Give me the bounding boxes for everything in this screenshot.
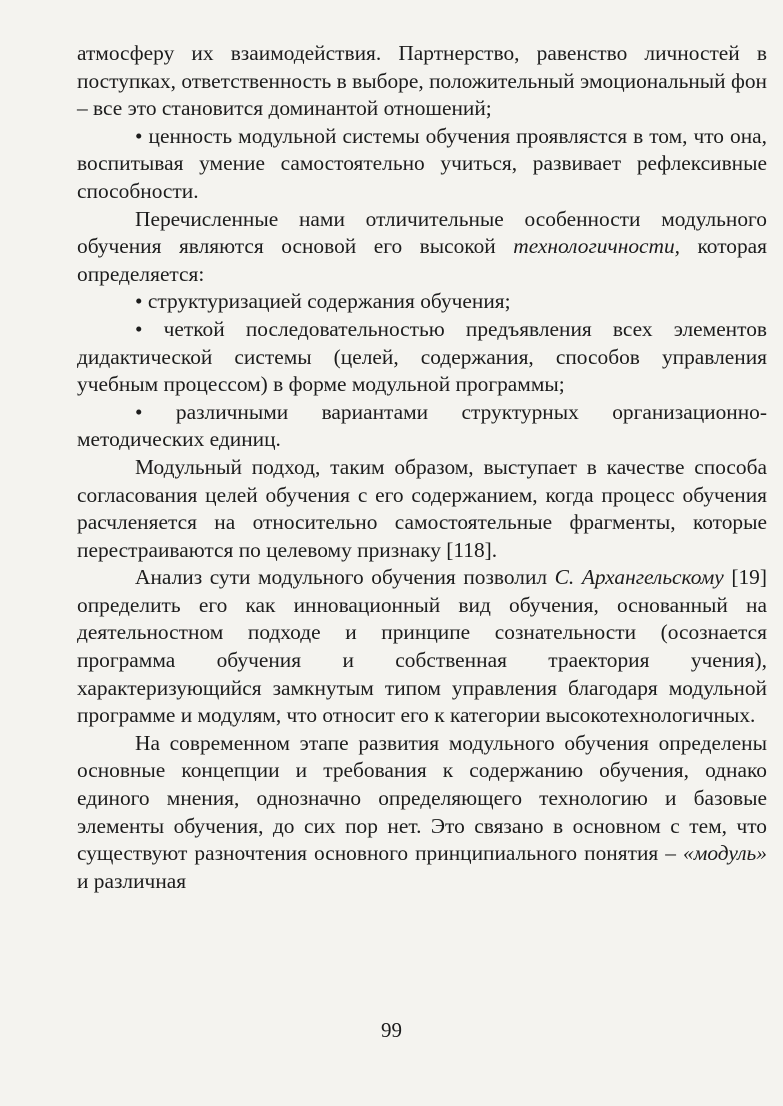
paragraph-current-stage-italic: «модуль»	[683, 841, 767, 866]
bullet-reflexive-abilities-text: • ценность модульной системы обучения проявлястся в том, что она, воспитывая умение самостоятельно учиться, развивает рефлексивные способности.	[77, 123, 767, 203]
page-number: 99	[381, 1018, 402, 1042]
paragraph-technologicality-before: Перечисленные нами отличительные особенности модульного обучения являются основой его высокой	[77, 206, 767, 259]
bullet-structuring-text: • структуризацией содержания обучения;	[135, 289, 511, 314]
paragraph-modular-approach-text: Модульный подход, таким образом, выступает в качестве способа согласования целей обучения с его содержанием, когда процесс обучения расчленяется на относительно самостоятельные фрагменты, которые перестраиваются по целевому признаку [118].	[77, 454, 767, 562]
paragraph-analysis-before: Анализ сути модульного обучения позволил	[135, 565, 555, 590]
paragraph-1	[77, 40, 767, 123]
paragraph-1-text: атмосферу их взаимодействия. Партнерство, равенство личностей в поступках, ответственность в выборе, положительный эмоциональный фон – все это становится доминантой отношений;	[77, 41, 767, 121]
paragraph-current-stage	[77, 730, 767, 896]
bullet-reflexive-abilities	[77, 123, 767, 206]
page-body	[77, 40, 767, 895]
paragraph-analysis	[77, 564, 767, 730]
paragraph-technologicality-italic: технологичности,	[513, 234, 680, 259]
bullet-variants-text: • различными вариантами структурных организационно-методических единиц.	[77, 399, 767, 452]
paragraph-current-stage-after: и различная	[77, 868, 187, 893]
bullet-sequence	[77, 316, 767, 399]
bullet-sequence-text: • четкой последовательностью предъявления всех элементов дидактической системы (целей, содержания, способов управления учебным процессом) в форме модульной программы;	[77, 316, 767, 397]
paragraph-modular-approach	[77, 454, 767, 564]
paragraph-technologicality-after: которая определяется:	[77, 234, 768, 286]
bullet-variants	[77, 399, 767, 454]
bullet-structuring	[77, 288, 767, 316]
paragraph-technologicality	[77, 206, 767, 289]
paragraph-analysis-italic: С. Архангельскому	[554, 565, 724, 590]
paragraph-analysis-after: [19] определить его как инновационный вид обучения, основанный на деятельностном подходе и принципе сознательности (осознается программа обучения и собственная траектория учения), характеризующийся замкнутым типом управления благодаря модульной программе и модулям, что относит его к категории высокотехнологичных.	[77, 565, 767, 728]
paragraph-current-stage-before: На современном этапе развития модульного обучения определены основные концепции и требования к содержанию обучения, однако единого мнения, однозначно определяющего технологию и базовые элементы обучения, до сих пор нет. Это связано в основном с тем, что существуют разночтения основного принципиального понятия –	[77, 730, 767, 866]
